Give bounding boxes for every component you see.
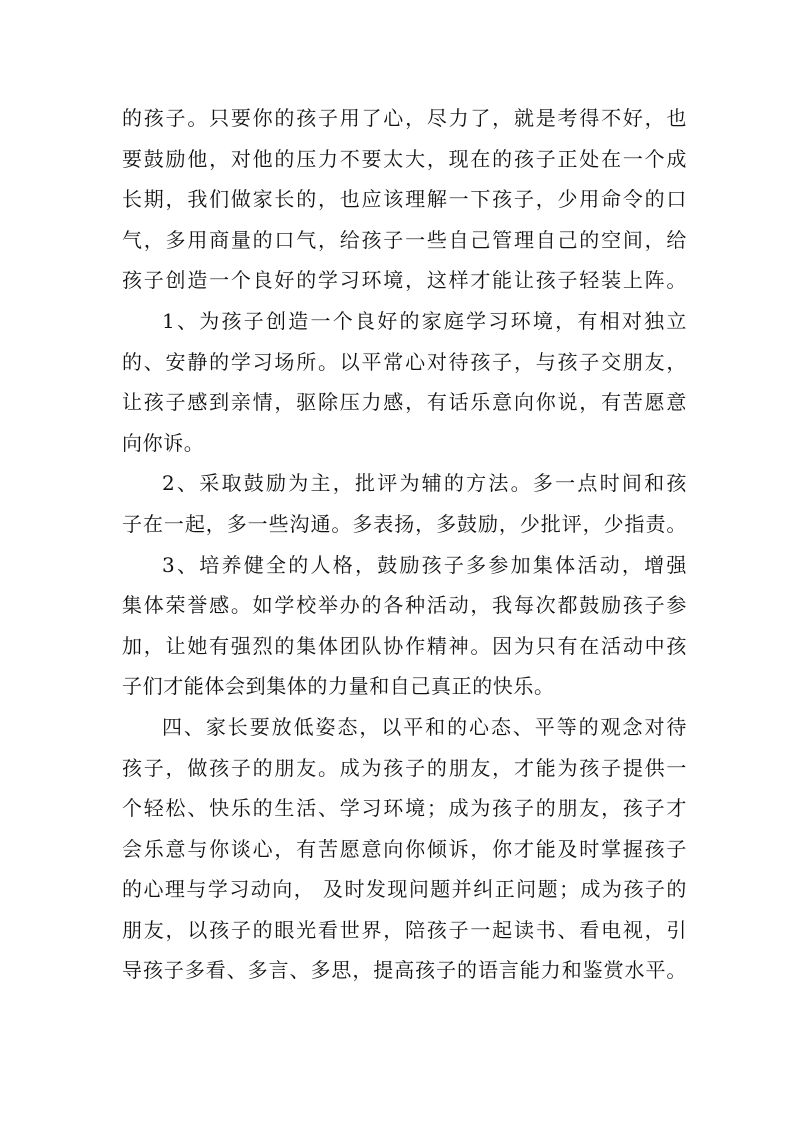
text-line: 孩子，做孩子的朋友。成为孩子的朋友，才能为孩子提供一 <box>122 755 687 780</box>
text-line: 要鼓励他，对他的压力不要太大，现在的孩子正处在一个成 <box>122 146 687 171</box>
paragraph-first-line: 1、为孩子创造一个良好的家庭学习环境，有相对独立 <box>162 308 687 333</box>
body-text <box>122 98 687 991</box>
text-line: 气，多用商量的口气，给孩子一些自己管理自己的空间，给 <box>122 227 687 252</box>
text-line: 孩子创造一个良好的学习环境，这样才能让孩子轻装上阵。 <box>122 268 687 293</box>
text-line: 让孩子感到亲情，驱除压力感，有话乐意向你说，有苦愿意 <box>122 390 687 415</box>
paragraph-first-line: 四、家长要放低姿态，以平和的心态、平等的观念对待 <box>162 714 687 739</box>
paragraph-first-line: 3、培养健全的人格，鼓励孩子多参加集体活动，增强 <box>162 552 687 577</box>
text-line: 集体荣誉感。如学校举办的各种活动，我每次都鼓励孩子参 <box>122 593 687 618</box>
text-line: 导孩子多看、多言、多思，提高孩子的语言能力和鉴赏水平。 <box>122 958 687 983</box>
text-line: 加，让她有强烈的集体团队协作精神。因为只有在活动中孩 <box>122 633 687 658</box>
text-line: 会乐意与你谈心，有苦愿意向你倾诉，你才能及时掌握孩子 <box>122 836 687 861</box>
paragraph-first-line: 2、采取鼓励为主，批评为辅的方法。多一点时间和孩 <box>162 471 687 496</box>
text-line: 朋友，以孩子的眼光看世界，陪孩子一起读书、看电视，引 <box>122 917 687 942</box>
text-line: 的、安静的学习场所。以平常心对待孩子，与孩子交朋友， <box>122 349 687 374</box>
text-line: 子在一起，多一些沟通。多表扬，多鼓励，少批评，少指责。 <box>122 511 687 536</box>
text-line: 个轻松、快乐的生活、学习环境；成为孩子的朋友，孩子才 <box>122 796 687 821</box>
text-line: 向你诉。 <box>122 430 205 455</box>
text-line: 长期，我们做家长的，也应该理解一下孩子，少用命令的口 <box>122 187 687 212</box>
text-line: 的心理与学习动向， 及时发现问题并纠正问题；成为孩子的 <box>122 877 687 902</box>
text-line: 子们才能体会到集体的力量和自己真正的快乐。 <box>122 674 555 699</box>
text-line: 的孩子。只要你的孩子用了心，尽力了，就是考得不好，也 <box>122 106 687 130</box>
